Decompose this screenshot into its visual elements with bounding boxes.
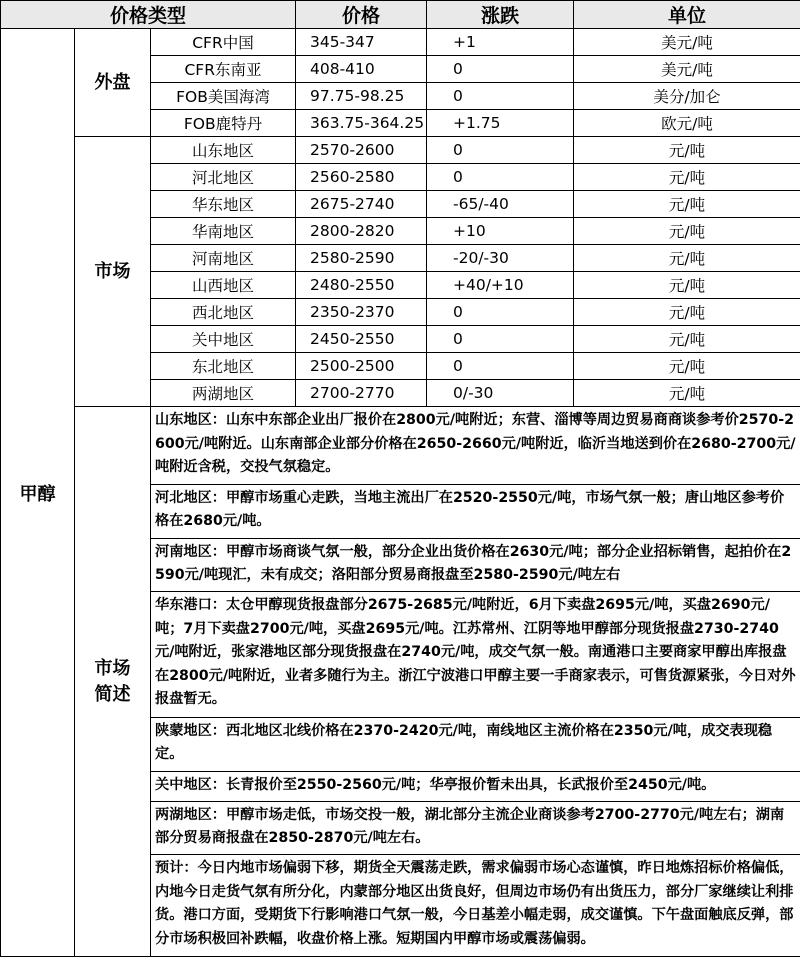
row-unit: 元/吨 — [574, 326, 800, 353]
note-henan: 河南地区：甲醇市场商谈气氛一般，部分企业出货价格在2630元/吨；部分企业招标销售，起拍价在2590元/吨现汇，未有成交；洛阳部分贸易商报盘至2580-2590元/吨左右 — [151, 538, 800, 592]
note-hebei: 河北地区：甲醇市场重心走跌，当地主流出厂在2520-2550元/吨，市场气氛一般；唐山地区参考价格在2680元/吨。 — [151, 484, 800, 538]
table-row — [1, 29, 800, 56]
row-name: 华东地区 — [151, 191, 296, 218]
row-price: 2500-2500 — [296, 353, 427, 380]
row-unit: 元/吨 — [574, 380, 800, 407]
category-label: 甲醇 — [1, 29, 75, 957]
row-name: 关中地区 — [151, 326, 296, 353]
table-row — [1, 137, 800, 164]
row-change: 0 — [427, 353, 574, 380]
row-unit: 元/吨 — [574, 272, 800, 299]
row-name: 山东地区 — [151, 137, 296, 164]
header-price: 价格 — [296, 1, 427, 29]
row-unit: 元/吨 — [574, 245, 800, 272]
row-name: 山西地区 — [151, 272, 296, 299]
row-price: 345-347 — [296, 29, 427, 56]
row-change: +1 — [427, 29, 574, 56]
row-unit: 欧元/吨 — [574, 110, 800, 137]
summary-section-label — [75, 407, 151, 957]
row-change: -65/-40 — [427, 191, 574, 218]
note-lianghu: 两湖地区：甲醇市场走低，市场交投一般，湖北部分主流企业商谈参考2700-2770元/吨左右；湖南部分贸易商报盘在2850-2870元/吨左右。 — [151, 801, 800, 855]
row-name: 西北地区 — [151, 299, 296, 326]
row-price: 2580-2590 — [296, 245, 427, 272]
row-change: 0 — [427, 137, 574, 164]
note-east-china-port: 华东港口：太仓甲醇现货报盘部分2675-2685元/吨附近，6月下卖盘2695元/吨，买盘2690元/吨；7月下卖盘2700元/吨，买盘2695元/吨。江苏常州、江阴等地甲醇部分现货报盘2730-2740元/吨附近，张家港地区部分现货报盘在2740元/吨，成交气氛一般。南通港口主要商家甲醇出库报盘在2800元/吨附近，业者多随行为主。浙江宁波港口甲醇主要一手商家表示，可售货源紧张，今日对外报盘暂无。 — [151, 592, 800, 717]
row-name: 华南地区 — [151, 218, 296, 245]
row-change: 0 — [427, 164, 574, 191]
note-forecast: 预计：今日内地市场偏弱下移，期货全天震荡走跌，需求偏弱市场心态谨慎，昨日地炼招标价格偏低，内地今日走货气氛有所分化，内蒙部分地区出货良好，但周边市场仍有出货压力，部分厂家继续让利排货。港口方面，受期货下行影响港口气氛一般，今日基差小幅走弱，成交谨慎。下午盘面触底反弹，部分市场积极回补跌幅，收盘价格上涨。短期国内甲醇市场或震荡偏弱。 — [151, 855, 800, 957]
row-change: 0 — [427, 83, 574, 110]
note-row — [1, 407, 800, 485]
row-price: 363.75-364.25 — [296, 110, 427, 137]
row-change: 0/-30 — [427, 380, 574, 407]
row-price: 2480-2550 — [296, 272, 427, 299]
header-row — [1, 1, 800, 29]
row-change: -20/-30 — [427, 245, 574, 272]
row-unit: 元/吨 — [574, 164, 800, 191]
row-unit: 元/吨 — [574, 299, 800, 326]
row-name: FOB鹿特丹 — [151, 110, 296, 137]
row-price: 2560-2580 — [296, 164, 427, 191]
row-name: 河北地区 — [151, 164, 296, 191]
header-unit: 单位 — [574, 1, 800, 29]
note-guanzhong: 关中地区：长青报价至2550-2560元/吨；华亭报价暂未出具，长武报价至2450元/吨。 — [151, 771, 800, 801]
row-change: 0 — [427, 56, 574, 83]
row-name: FOB美国海湾 — [151, 83, 296, 110]
row-unit: 元/吨 — [574, 353, 800, 380]
row-name: 东北地区 — [151, 353, 296, 380]
row-unit: 美元/吨 — [574, 56, 800, 83]
row-price: 97.75-98.25 — [296, 83, 427, 110]
row-name: 河南地区 — [151, 245, 296, 272]
header-change: 涨跌 — [427, 1, 574, 29]
row-unit: 元/吨 — [574, 137, 800, 164]
market-section-label: 市场 — [75, 137, 151, 407]
row-price: 2675-2740 — [296, 191, 427, 218]
summary-label-line2: 简述 — [94, 683, 131, 705]
row-unit: 美元/吨 — [574, 29, 800, 56]
note-shaanxi-inner-mongolia: 陕蒙地区：西北地区北线价格在2370-2420元/吨，南线地区主流价格在2350元/吨，成交表现稳定。 — [151, 717, 800, 771]
summary-label-line1: 市场 — [94, 657, 131, 679]
row-change: +10 — [427, 218, 574, 245]
row-change: 0 — [427, 326, 574, 353]
row-price: 2800-2820 — [296, 218, 427, 245]
row-change: 0 — [427, 299, 574, 326]
external-section-label: 外盘 — [75, 29, 151, 137]
row-unit: 元/吨 — [574, 191, 800, 218]
header-price-type: 价格类型 — [1, 1, 296, 29]
row-unit: 元/吨 — [574, 218, 800, 245]
row-price: 2350-2370 — [296, 299, 427, 326]
row-change: +1.75 — [427, 110, 574, 137]
row-unit: 美分/加仑 — [574, 83, 800, 110]
row-price: 2700-2770 — [296, 380, 427, 407]
row-name: CFR东南亚 — [151, 56, 296, 83]
row-name: CFR中国 — [151, 29, 296, 56]
row-price: 2570-2600 — [296, 137, 427, 164]
row-price: 408-410 — [296, 56, 427, 83]
row-change: +40/+10 — [427, 272, 574, 299]
row-price: 2450-2550 — [296, 326, 427, 353]
row-name: 两湖地区 — [151, 380, 296, 407]
note-shandong: 山东地区：山东中东部企业出厂报价在2800元/吨附近；东营、淄博等周边贸易商商谈参考价2570-2600元/吨附近。山东南部企业部分价格在2650-2660元/吨附近，临沂当地送到价在2680-2700元/吨附近含税，交投气氛稳定。 — [151, 407, 800, 485]
